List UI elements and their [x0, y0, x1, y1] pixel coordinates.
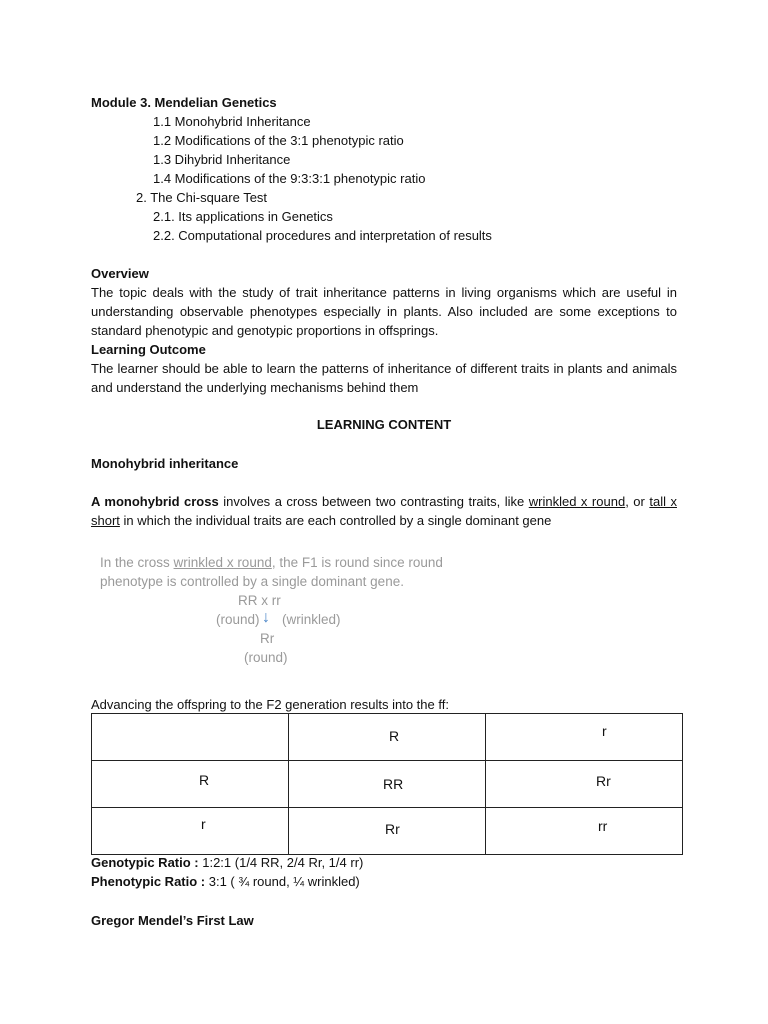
- punnett-cell: [289, 714, 486, 761]
- example-tall-short: tall x short: [91, 494, 677, 528]
- punnett-cell: [92, 714, 289, 761]
- figure-line-2: phenotype is controlled by a single dominant gene.: [100, 574, 404, 589]
- outline-item-1-1: 1.1 Monohybrid Inheritance: [153, 114, 311, 129]
- punnett-cell: [289, 808, 486, 855]
- figure-line-1-underlined: wrinkled x round: [173, 555, 272, 570]
- outline-item-1-4: 1.4 Modifications of the 9:3:3:1 phenotypic ratio: [153, 171, 426, 186]
- punnett-square: [91, 713, 683, 855]
- figure-line-1-post: , the F1 is round since round: [271, 555, 443, 570]
- f2-intro: Advancing the offspring to the F2 generation results into the ff:: [91, 697, 449, 712]
- phenotypic-ratio-value: 3:1 ( ¾ round, ¼ wrinkled): [205, 874, 360, 889]
- punnett-cell-text: RR: [383, 776, 404, 792]
- learning-outcome-text: The learner should be able to learn the patterns of inheritance of different traits in plants and animals and understand the underlying mechanisms behind them: [91, 361, 677, 395]
- learning-outcome-heading: Learning Outcome: [91, 342, 206, 357]
- genotypic-ratio-label: Genotypic Ratio :: [91, 855, 199, 870]
- figure-cross: RR x rr: [238, 593, 281, 608]
- outline-item-2: 2. The Chi-square Test: [136, 190, 268, 205]
- punnett-cell-text: R: [389, 728, 400, 744]
- punnett-cell-text: Rr: [596, 773, 611, 789]
- table-row: [92, 761, 683, 808]
- punnett-cell-text: rr: [598, 818, 608, 834]
- phenotypic-ratio: [91, 872, 360, 891]
- punnett-cell-text: Rr: [385, 821, 400, 837]
- figure-offspring-label: (round): [244, 650, 288, 665]
- definition-text-3: in which the individual traits are each controlled by a single dominant gene: [119, 513, 552, 528]
- figure-left-label: (round): [216, 612, 260, 627]
- punnett-cell: [92, 761, 289, 808]
- punnett-cell-text: R: [199, 772, 210, 788]
- learning-content-heading: LEARNING CONTENT: [316, 417, 452, 432]
- monohybrid-definition: [91, 492, 677, 530]
- figure-line-1-pre: In the cross: [100, 555, 174, 570]
- phenotypic-ratio-label: Phenotypic Ratio :: [91, 874, 206, 889]
- genotypic-ratio: [91, 853, 363, 872]
- punnett-cell: [486, 761, 683, 808]
- monohybrid-term: A monohybrid cross: [91, 494, 219, 509]
- overview-text: The topic deals with the study of trait inheritance patterns in living organisms which are useful in understanding observable phenotypes especially in plants. Also included are some exceptions to standard phenotypic and genotypic proportions in offsprings.: [91, 285, 677, 338]
- example-wrinkled-round: wrinkled x round: [528, 494, 626, 509]
- monohybrid-heading: Monohybrid inheritance: [91, 456, 239, 471]
- down-arrow-icon: ↓: [262, 609, 270, 626]
- module-title: Module 3. Mendelian Genetics: [91, 95, 277, 110]
- figure-offspring: Rr: [260, 631, 275, 646]
- punnett-cell-text: r: [201, 816, 206, 832]
- table-row: [92, 808, 683, 855]
- punnett-cell: [289, 761, 486, 808]
- definition-text-2: , or: [625, 494, 650, 509]
- overview-heading: Overview: [91, 266, 149, 281]
- punnett-cell: [92, 808, 289, 855]
- genotypic-ratio-value: 1:2:1 (1/4 RR, 2/4 Rr, 1/4 rr): [198, 855, 364, 870]
- punnett-cell: [486, 808, 683, 855]
- outline-item-2-2: 2.2. Computational procedures and interpretation of results: [153, 228, 492, 243]
- punnett-cell-text: r: [602, 723, 607, 739]
- first-law-heading: Gregor Mendel’s First Law: [91, 913, 254, 928]
- outline-item-1-3: 1.3 Dihybrid Inheritance: [153, 152, 291, 167]
- definition-text-1: involves a cross between two contrasting traits, like: [218, 494, 529, 509]
- table-row: [92, 714, 683, 761]
- figure-line-1: [100, 553, 443, 572]
- outline-item-1-2: 1.2 Modifications of the 3:1 phenotypic ratio: [153, 133, 404, 148]
- punnett-cell: [486, 714, 683, 761]
- figure-right-label: (wrinkled): [282, 612, 341, 627]
- outline-item-2-1: 2.1. Its applications in Genetics: [153, 209, 333, 224]
